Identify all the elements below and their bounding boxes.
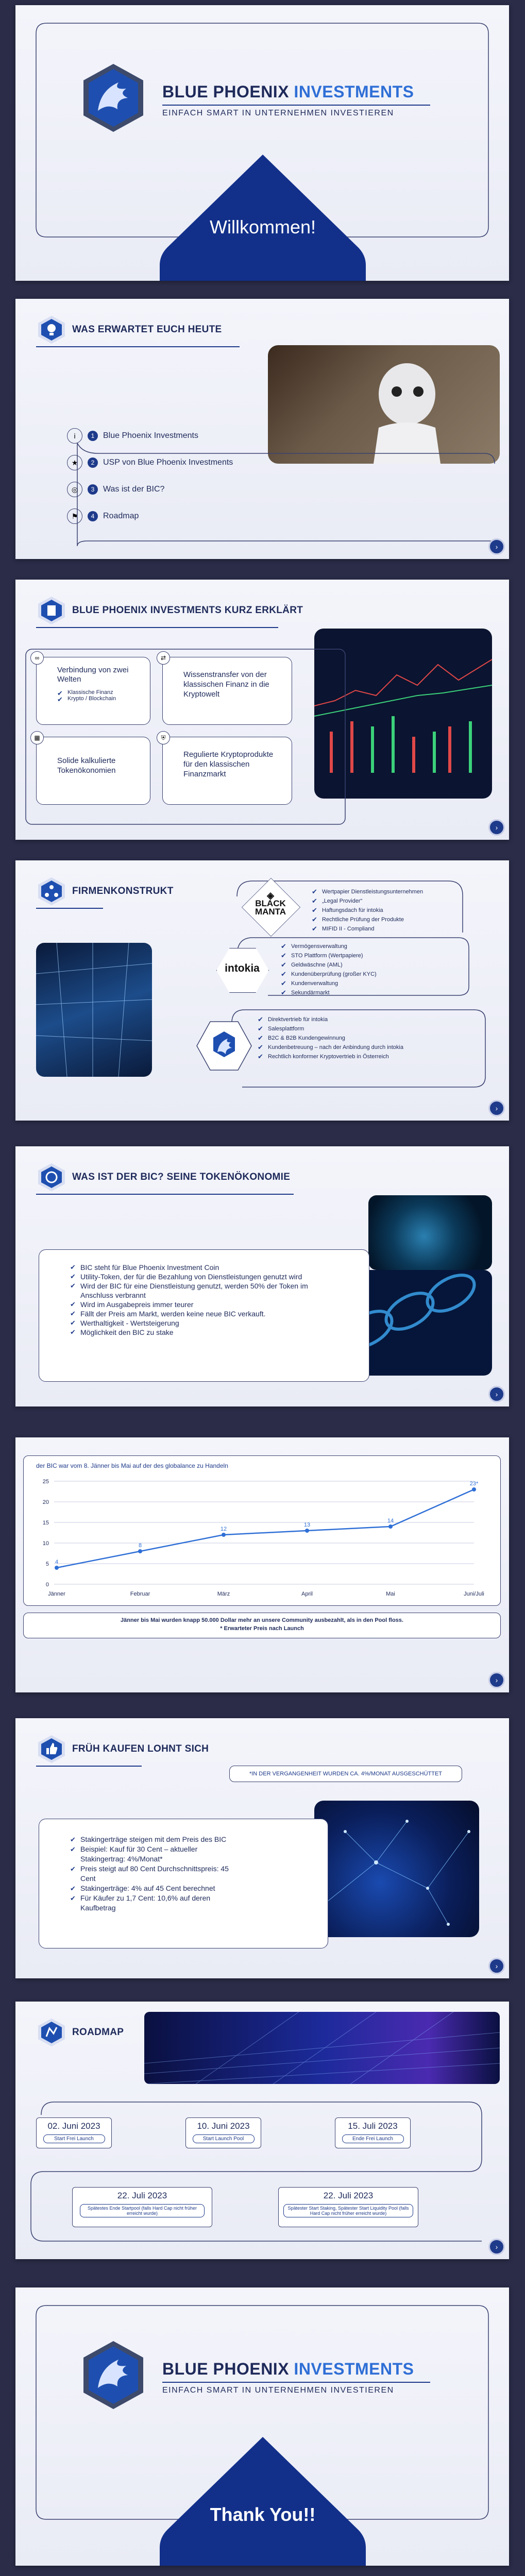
- slide-chart: [15, 1437, 509, 1692]
- agenda-item[interactable]: [67, 449, 233, 476]
- next-slide-button[interactable]: ›: [488, 1386, 505, 1402]
- agenda-num: 4: [88, 511, 98, 521]
- list-item: ✔ BIC steht für Blue Phoenix Investment Coin: [70, 1263, 315, 1272]
- list-item: ✔ Salesplattform: [258, 1024, 403, 1033]
- bulb-icon: [36, 314, 67, 345]
- footnote-payout: Jänner bis Mai wurden knapp 50.000 Dollar mehr an unsere Community ausbezahlt, als in den Pool floss.: [121, 1617, 403, 1623]
- map-icon: ⚑: [67, 509, 82, 524]
- next-slide-button[interactable]: ›: [488, 1958, 505, 1974]
- data-point: [55, 1566, 59, 1570]
- brand-tagline: EINFACH SMART IN UNTERNEHMEN INVESTIEREN: [162, 109, 394, 117]
- list-item: ✔ Rechtliche Prüfung der Produkte: [312, 915, 423, 924]
- title-frame: [15, 5, 509, 281]
- roadmap-title: ROADMAP: [72, 2027, 124, 2038]
- next-slide-button[interactable]: ›: [488, 1672, 505, 1688]
- agenda-num: 2: [88, 457, 98, 468]
- event-text: Start Frei Launch: [43, 2134, 105, 2143]
- brand-name-a: BLUE PHOENIX: [162, 82, 290, 101]
- y-tick-label: 20: [42, 1499, 49, 1505]
- list-item: ✔ Fällt der Preis am Markt, werden keine neue BIC verkauft.: [70, 1309, 315, 1318]
- company-title: FIRMENKONSTRUKT: [72, 886, 174, 896]
- early-list: [70, 1835, 240, 1913]
- event-date: 10. Juni 2023: [197, 2121, 250, 2131]
- divider: [36, 1766, 142, 1767]
- divider: [36, 346, 240, 347]
- bm-logo-a: BLACK: [255, 899, 286, 908]
- event-date: 02. Juni 2023: [47, 2121, 100, 2131]
- list-item: ✔ Wird im Ausgabepreis immer teurer: [70, 1300, 315, 1309]
- bic-list: [70, 1263, 315, 1337]
- manta-icon: ◈: [267, 890, 274, 901]
- intokia-wordmark: intokia: [225, 962, 260, 974]
- data-point: [138, 1549, 142, 1553]
- data-label: 4: [55, 1559, 59, 1565]
- list-item: ✔ Krypto / Blockchain: [57, 696, 150, 702]
- data-label: 8: [138, 1543, 142, 1549]
- roadmap-event[interactable]: [335, 2117, 411, 2148]
- event-date: 22. Juli 2023: [117, 2191, 167, 2200]
- list-item: ✔ Beispiel: Kauf für 30 Cent – aktueller Stakingertrag: 4%/Monat*: [70, 1844, 240, 1864]
- data-label: 13: [303, 1522, 311, 1528]
- list-item: ✔ Für Käufer zu 1,7 Cent: 10,6% auf deren Kaufbetrag: [70, 1893, 240, 1913]
- roadmap-event[interactable]: [36, 2117, 112, 2148]
- agenda-label: Was ist der BIC?: [103, 485, 165, 494]
- list-item: ✔ Kundenbetreuung – nach der Anbindung durch intokia: [258, 1043, 403, 1052]
- brand-block: [162, 82, 430, 118]
- info-icon: i: [67, 428, 82, 444]
- list-item: ✔ Geldwäschne (AML): [281, 960, 377, 970]
- next-slide-button[interactable]: ›: [488, 2239, 505, 2255]
- data-label: 12: [220, 1526, 227, 1532]
- event-text: Spätestes Ende Startpool (falls Hard Cap nicht früher erreicht wurde): [80, 2204, 205, 2217]
- data-point: [305, 1529, 309, 1533]
- brand-name-a: BLUE PHOENIX: [162, 2360, 290, 2378]
- price-line: [57, 1489, 474, 1568]
- list-item: ✔ Werthaltigkeit - Wertsteigerung: [70, 1318, 315, 1328]
- robot-image: [268, 345, 500, 464]
- slide-explained: [15, 580, 509, 840]
- coin-icon: [36, 1162, 67, 1193]
- divider: [36, 1194, 294, 1195]
- agenda-num: 3: [88, 484, 98, 495]
- thanks-text: Thank You!!: [210, 2504, 316, 2525]
- data-point: [388, 1524, 393, 1529]
- bic-header: [36, 1162, 290, 1193]
- brand-tagline: EINFACH SMART IN UNTERNEHMEN INVESTIEREN: [162, 2386, 394, 2395]
- data-point: [222, 1533, 226, 1537]
- data-point: [472, 1487, 476, 1492]
- box-regulated: [161, 734, 292, 805]
- network-image: [314, 1801, 479, 1937]
- staking-note-text: *IN DER VERGANGENHEIT WURDEN CA. 4%/MONAT AUSGESCHÜTTET: [249, 1771, 443, 1777]
- event-date: 15. Juli 2023: [348, 2121, 398, 2131]
- x-tick-label: März: [217, 1591, 230, 1597]
- agenda-label: Roadmap: [103, 512, 139, 520]
- box-token: [34, 734, 150, 805]
- data-label: 14: [387, 1518, 394, 1524]
- next-slide-button[interactable]: ›: [488, 538, 505, 555]
- transfer-icon: ⇄: [157, 651, 170, 665]
- agenda-header: [36, 314, 222, 345]
- bic-title: WAS IST DER BIC? SEINE TOKENÖKONOMIE: [72, 1172, 291, 1182]
- x-tick-label: Jänner: [48, 1591, 65, 1597]
- agenda-item[interactable]: [67, 476, 233, 503]
- brand-name-b: INVESTMENTS: [294, 82, 414, 101]
- bic-card: [39, 1249, 369, 1382]
- agenda-item[interactable]: [67, 503, 233, 530]
- early-card: [39, 1819, 328, 1948]
- blackmanta-wordmark: [250, 891, 291, 916]
- thumbs-up-icon: [36, 1734, 67, 1765]
- y-tick-label: 0: [45, 1582, 49, 1588]
- coin-icon: ◎: [67, 482, 82, 497]
- next-slide-button[interactable]: ›: [488, 819, 505, 836]
- list-item: ✔ Stakingerträge steigen mit dem Preis des BIC: [70, 1835, 240, 1844]
- brand-block: [162, 2360, 430, 2395]
- box-text: Regulierte Kryptoprodukte für den klassischen Finanzmarkt: [183, 750, 274, 778]
- x-tick-label: Februar: [130, 1591, 150, 1597]
- staking-note: [229, 1766, 462, 1782]
- slide-roadmap: [15, 2002, 509, 2259]
- explained-title: BLUE PHOENIX INVESTMENTS KURZ ERKLÄRT: [72, 605, 303, 616]
- list-item: ✔ Wird der BIC für eine Dienstleistung genutzt, werden 50% der Token im Anschluss verbrannt: [70, 1281, 315, 1300]
- early-header: [36, 1734, 209, 1765]
- blackmanta-list: [312, 887, 423, 934]
- list-item: ✔ „Legal Provider“: [312, 896, 423, 906]
- slide-company: [15, 860, 509, 1121]
- agenda-title: WAS ERWARTET EUCH HEUTE: [72, 324, 222, 335]
- list-item: ✔ Kundenverwaltung: [281, 979, 377, 988]
- y-tick-label: 5: [45, 1561, 49, 1567]
- usp-icon: ★: [67, 455, 82, 470]
- list-item: ✔ Stakingerträge: 4% auf 45 Cent berechnet: [70, 1884, 240, 1893]
- x-tick-label: Juni/Juli: [464, 1591, 484, 1597]
- slide-early-buy: [15, 1718, 509, 1978]
- slide-thanks: [15, 2287, 509, 2566]
- list-item: ✔ MIFID II - Compliand: [312, 924, 423, 934]
- y-tick-label: 25: [42, 1479, 49, 1485]
- list-item: ✔ B2C & B2B Kundengewinnung: [258, 1033, 403, 1043]
- event-text: Ende Frei Launch: [342, 2134, 404, 2143]
- list-item: ✔ Kundenüberprüfung (großer KYC): [281, 970, 377, 979]
- list-item: ✔ Vermögensverwaltung: [281, 942, 377, 951]
- list-item: ✔ STO Plattform (Wertpapiere): [281, 951, 377, 960]
- slide-title: [15, 5, 509, 281]
- phoenix-logo-icon: [77, 62, 149, 134]
- bm-logo-b: MANTA: [255, 907, 286, 917]
- data-label: 23*: [469, 1481, 479, 1487]
- list-item: ✔ Rechtlich konformer Kryptovertrieb in Österreich: [258, 1052, 403, 1061]
- event-date: 22. Juli 2023: [323, 2191, 374, 2200]
- agenda-list: [67, 422, 233, 530]
- intokia-list: [281, 942, 377, 997]
- slide-agenda: [15, 299, 509, 559]
- box-transfer: [160, 654, 292, 725]
- box-title: Verbindung von zwei Welten: [57, 666, 129, 684]
- box-list: [57, 689, 150, 702]
- y-tick-label: 15: [42, 1520, 49, 1526]
- price-line-chart: [15, 1437, 509, 1607]
- list-item: ✔ Utility-Token, der für die Bezahlung von Dienstleistungen genutzt wird: [70, 1272, 315, 1281]
- x-tick-label: April: [301, 1591, 313, 1597]
- box-text: Wissenstransfer von der klassischen Finanz in die Kryptowelt: [183, 670, 269, 699]
- x-tick-label: Mai: [386, 1591, 395, 1597]
- calc-icon: ▦: [30, 731, 44, 744]
- phoenix-small-logo-icon: [196, 1020, 252, 1072]
- chart-footer: [23, 1613, 501, 1638]
- coin-image: [368, 1195, 492, 1270]
- agenda-num: 1: [88, 431, 98, 441]
- early-title: FRÜH KAUFEN LOHNT SICH: [72, 1743, 209, 1754]
- next-slide-button[interactable]: ›: [488, 1100, 505, 1116]
- list-item: ✔ Klassische Finanz: [57, 689, 150, 696]
- phoenix-logo-icon: [77, 2339, 149, 2411]
- list-item: ✔ Haftungsdach für intokia: [312, 906, 423, 915]
- welcome-text: Willkommen!: [209, 216, 316, 238]
- nodes-icon: [314, 1801, 479, 1937]
- link-icon: ∞: [30, 651, 44, 665]
- shield-icon: ⛨: [157, 731, 170, 744]
- footnote-expected: * Erwarteter Preis nach Launch: [220, 1625, 304, 1632]
- slide-bic: [15, 1146, 509, 1406]
- roadmap-event[interactable]: [185, 2117, 261, 2148]
- event-text: Spätester Start Staking, Spätester Start Liquidity Pool (falls Hard Cap nicht früher erreicht wurde): [283, 2204, 413, 2217]
- agenda-label: Blue Phoenix Investments: [103, 431, 198, 440]
- agenda-label: USP von Blue Phoenix Investments: [103, 458, 233, 467]
- robot-icon: [268, 345, 500, 464]
- box-text: Solide kalkulierte Tokenökonomien: [57, 756, 116, 775]
- list-item: ✔ Direktvertrieb für intokia: [258, 1015, 403, 1024]
- list-item: ✔ Sekundärmarkt: [281, 988, 377, 997]
- phoenix-list: [258, 1015, 403, 1061]
- list-item: ✔ Preis steigt auf 80 Cent Durchschnittspreis: 45 Cent: [70, 1864, 240, 1884]
- list-item: ✔ Möglichkeit den BIC zu stake: [70, 1328, 315, 1337]
- roadmap-event[interactable]: [278, 2187, 418, 2227]
- event-text: Start Launch Pool: [193, 2134, 255, 2143]
- chart-title: der BIC war vom 8. Jänner bis Mai auf der des globalance zu Handeln: [36, 1462, 228, 1469]
- list-item: ✔ Wertpapier Dienstleistungsunternehmen: [312, 887, 423, 896]
- brand-name-b: INVESTMENTS: [294, 2360, 414, 2378]
- agenda-item[interactable]: [67, 422, 233, 449]
- y-tick-label: 10: [42, 1540, 49, 1547]
- box-connection: [35, 654, 150, 725]
- roadmap-event[interactable]: [72, 2187, 212, 2227]
